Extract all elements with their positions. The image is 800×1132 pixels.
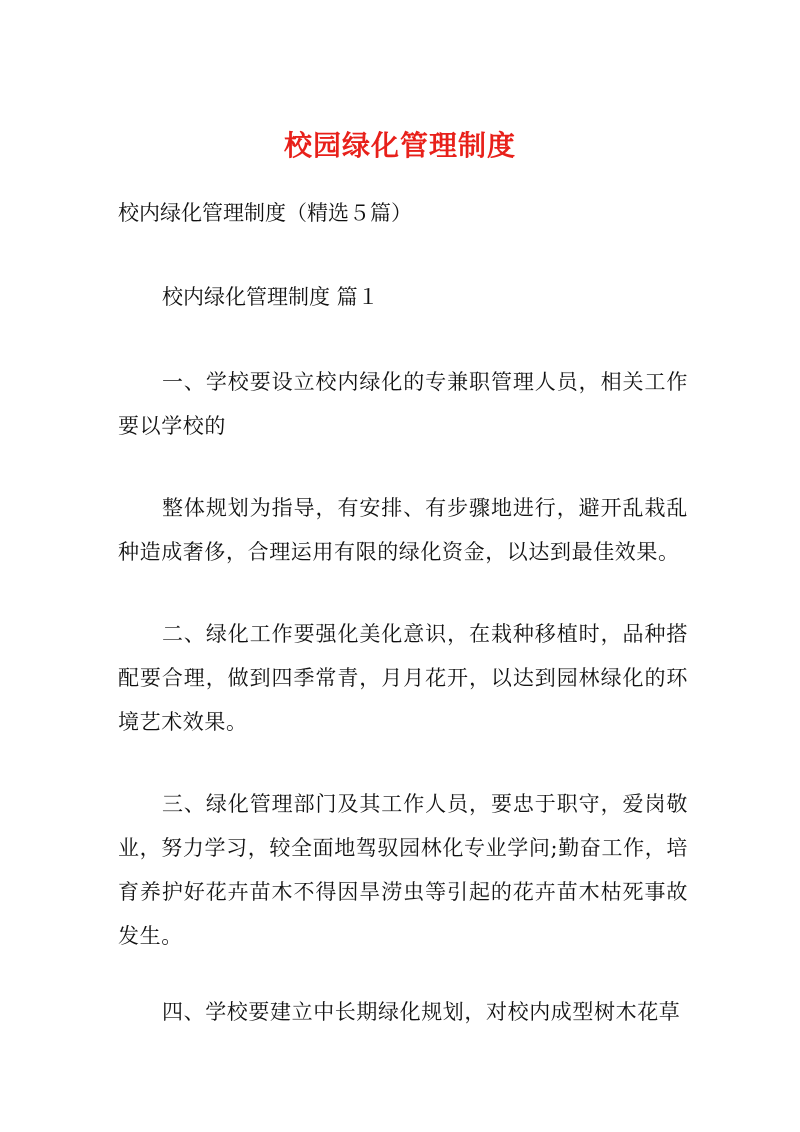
paragraph-3: 二、绿化工作要强化美化意识，在栽种移植时，品种搭配要合理，做到四季常青，月月花开，以达到园林绿化的环境艺术效果。 — [118, 622, 688, 734]
paragraph-2: 整体规划为指导，有安排、有步骤地进行，避开乱栽乱种造成奢侈，合理运用有限的绿化资金，以达到最佳效果。 — [118, 496, 688, 564]
paragraph-5: 四、学校要建立中长期绿化规划，对校内成型树木花草 — [162, 1000, 681, 1024]
document-subtitle: 校内绿化管理制度（精选５篇） — [118, 201, 412, 225]
section-heading: 校内绿化管理制度 篇１ — [162, 285, 379, 309]
document-title: 校园绿化管理制度 — [283, 129, 516, 162]
paragraph-4: 三、绿化管理部门及其工作人员，要忠于职守，爱岗敬业，努力学习，较全面地驾驭园林化专业学问;勤奋工作，培育养护好花卉苗木不得因旱涝虫等引起的花卉苗木枯死事故发生。 — [118, 792, 688, 948]
paragraph-1: 一、学校要设立校内绿化的专兼职管理人员，相关工作要以学校的 — [118, 370, 688, 438]
